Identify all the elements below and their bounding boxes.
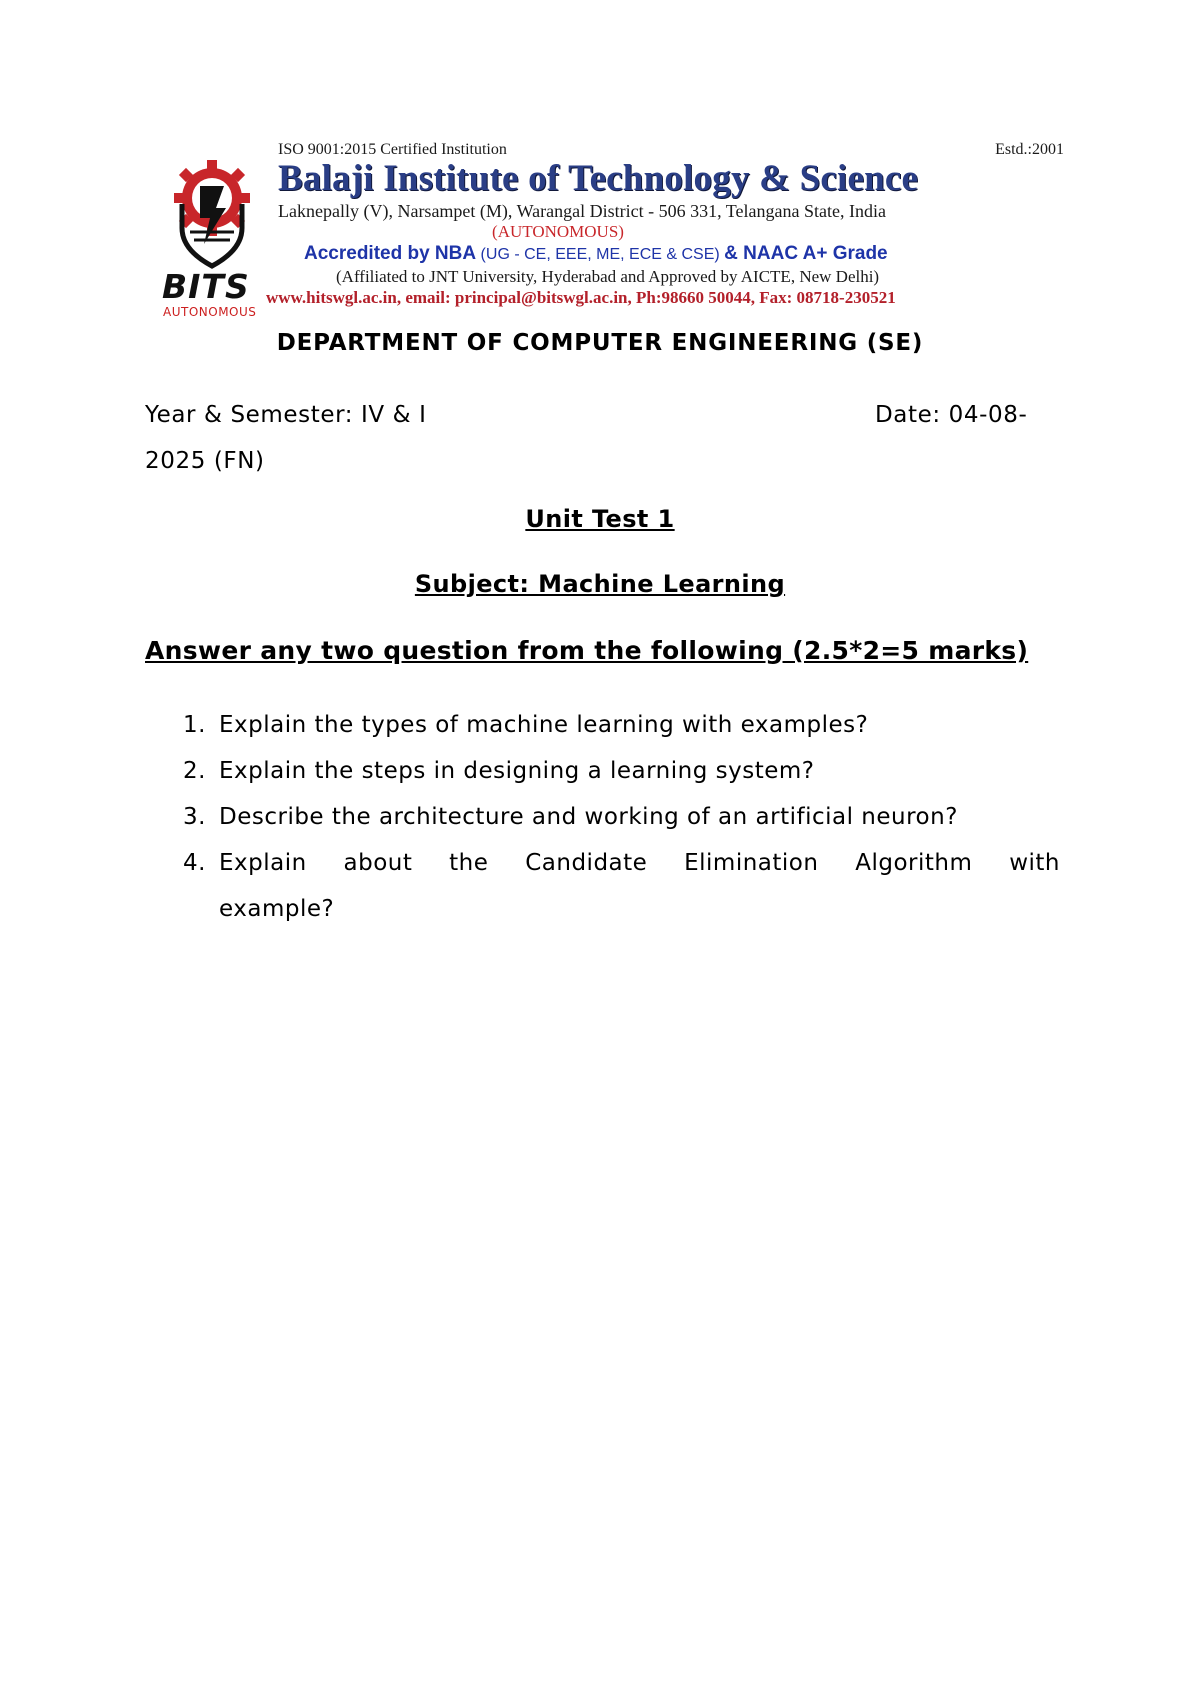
exam-date-continued: 2025 (FN) [145, 448, 265, 474]
question-item [145, 794, 1060, 840]
institution-name: Balaji Institute of Technology & Science [278, 158, 919, 199]
question-text: Explain the types of machine learning with examples? [219, 712, 869, 738]
accreditation [278, 242, 1064, 267]
department-title: DEPARTMENT OF COMPUTER ENGINEERING (SE) [276, 330, 924, 356]
exam-date: Date: 04-08- [875, 402, 1028, 428]
question-item [145, 840, 1060, 932]
question-list [145, 702, 1060, 932]
bits-logo [160, 158, 278, 319]
question-number: 4. [183, 850, 206, 876]
letterhead [160, 140, 1064, 319]
accreditation-prefix: Accredited by NBA [304, 243, 477, 264]
question-text-continued: example? [219, 896, 335, 922]
question-item [145, 702, 1060, 748]
subject-title: Subject: Machine Learning [414, 570, 786, 598]
gear-shield-icon [160, 158, 278, 270]
question-text: Explain about the Candidate Elimination Algorithm with [219, 850, 1060, 876]
iso-row [278, 140, 1064, 160]
institution-address: Laknepally (V), Narsampet (M), Warangal District - 506 331, Telangana State, India [278, 201, 886, 221]
logo-subtext: AUTONOMOUS [163, 305, 257, 319]
exam-title: Unit Test 1 [525, 505, 675, 533]
question-text: Explain the steps in designing a learning system? [219, 758, 815, 784]
affiliation: (Affiliated to JNT University, Hyderabad and Approved by AICTE, New Delhi) [336, 267, 880, 286]
question-item [145, 748, 1060, 794]
autonomous-label: (AUTONOMOUS) [492, 222, 624, 241]
accreditation-programs: (UG - CE, EEE, ME, ECE & CSE) [476, 246, 725, 263]
question-number: 3. [183, 804, 206, 830]
iso-certification: ISO 9001:2015 Certified Institution [278, 141, 507, 158]
established-year: Estd.:2001 [995, 141, 1064, 158]
question-text: Describe the architecture and working of an artificial neuron? [219, 804, 958, 830]
contact-info: www.hitswgl.ac.in, email: principal@bitswgl.ac.in, Ph:98660 50044, Fax: 08718-230521 [266, 288, 896, 307]
letterhead-text [266, 140, 1064, 309]
question-number: 2. [183, 758, 206, 784]
year-date-row [145, 392, 1060, 484]
accreditation-suffix: & NAAC A+ Grade [724, 243, 888, 264]
logo-text: BITS [162, 267, 250, 306]
year-semester: Year & Semester: IV & I [145, 402, 427, 428]
question-number: 1. [183, 712, 206, 738]
exam-instruction: Answer any two question from the following (2.5*2=5 marks) [145, 636, 1029, 665]
